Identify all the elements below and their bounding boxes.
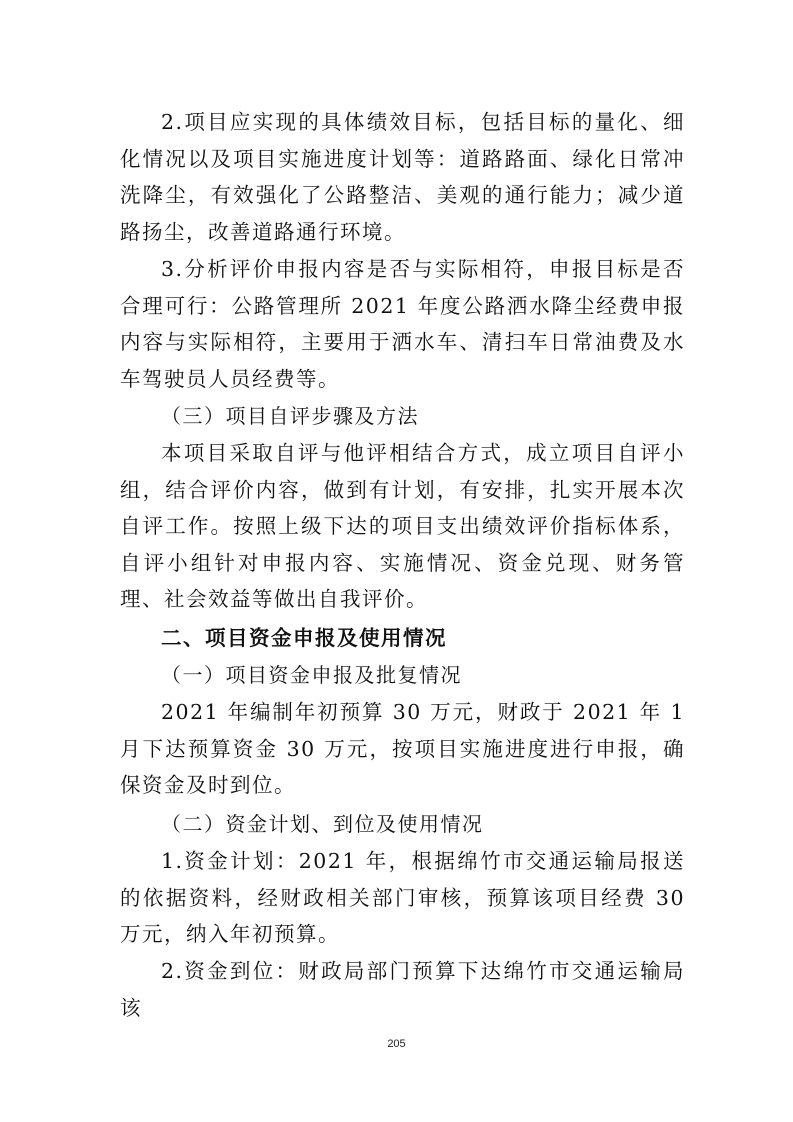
heading-section-two: 二、项目资金申报及使用情况 xyxy=(161,626,447,650)
page-number: 205 xyxy=(387,1038,406,1050)
paragraph-performance-goals: 2.项目应实现的具体绩效目标，包括目标的量化、细化情况以及项目实施进度计划等：道路路面、绿化日常冲洗降尘，有效强化了公路整洁、美观的通行能力；减少道路扬尘，改善道路通行环境。 xyxy=(120,110,685,244)
paragraph-fund-plan: 1.资金计划：2021 年，根据绵竹市交通运输局报送的依据资料，经财政相关部门审核，预算该项目经费 30 万元，纳入年初预算。 xyxy=(120,849,685,946)
subheading-self-evaluation-steps: （三）项目自评步骤及方法 xyxy=(161,404,419,428)
subheading-fund-plan: （二）资金计划、到位及使用情况 xyxy=(161,812,484,836)
paragraph-budget-approval: 2021 年编制年初预算 30 万元，财政于 2021 年 1 月下达预算资金 30 万元，按项目实施进度进行申报，确保资金及时到位。 xyxy=(120,700,685,797)
paragraph-fund-arrival: 2.资金到位：财政局部门预算下达绵竹市交通运输局该 xyxy=(120,959,685,1020)
subheading-fund-application: （一）项目资金申报及批复情况 xyxy=(161,663,462,687)
paragraph-evaluation-analysis: 3.分析评价申报内容是否与实际相符，申报目标是否合理可行：公路管理所 2021 年度公路洒水降尘经费申报内容与实际相符，主要用于洒水车、清扫车日常油费及水车驾驶员人员经费等。 xyxy=(120,257,685,391)
paragraph-self-evaluation-method: 本项目采取自评与他评相结合方式，成立项目自评小组，结合评价内容，做到有计划，有安排，扎实开展本次自评工作。按照上级下达的项目支出绩效评价指标体系，自评小组针对申报内容、实施情况、资金兑现、财务管理、社会效益等做出自我评价。 xyxy=(120,441,685,611)
